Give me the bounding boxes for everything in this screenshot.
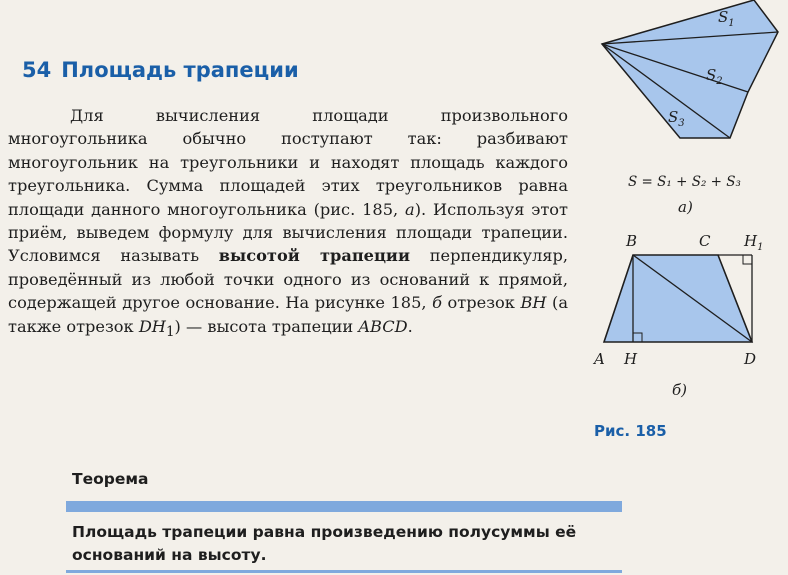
label-h: H — [624, 350, 638, 368]
term-height-trapezoid: высотой трапеции — [218, 246, 410, 266]
figure-caption: Рис. 185 — [594, 422, 667, 440]
trapezoid-shape — [604, 255, 752, 342]
label-s1: $S_1$ — [718, 8, 735, 29]
theorem-statement: Площадь трапеции равна произведению полусуммы её оснований на высоту. — [72, 523, 577, 564]
segment-dh1-subscript: 1 — [165, 323, 175, 340]
polygon-shape — [602, 0, 778, 138]
figure-a-polygon — [602, 0, 778, 138]
figure-b-trapezoid — [604, 255, 752, 342]
label-d: D — [744, 350, 757, 368]
paragraph-text-1: Для вычисления площади произвольного многоугольника обычно поступают так: разбивают многоугольник на треугольники и находят площадь каждого треугольника. Сумма площадей этих треугольников равна площади данного многоугольника (рис. 185, — [8, 106, 568, 219]
paragraph-text-3: перпендикуляр, проведённый из любой точки одного из оснований к прямой, содержащей другое основание. На рисунке 185, — [8, 246, 569, 313]
theorem-title: Теорема — [72, 470, 149, 488]
figure-b-tag: б) — [672, 381, 688, 399]
trapezoid-name: ABCD — [358, 316, 408, 336]
theorem-divider — [66, 501, 622, 512]
figure-ref-b: б — [432, 293, 442, 313]
figure-ref-a: а — [405, 199, 415, 219]
paragraph-text-7: . — [407, 316, 413, 336]
segment-bh: BH — [520, 293, 547, 313]
label-s2: $S_2$ — [706, 66, 723, 87]
label-s3: $S_3$ — [668, 108, 685, 129]
segment-dh1: DH — [138, 316, 166, 336]
section-title: Площадь трапеции — [61, 58, 299, 82]
theorem-bottom-rule — [66, 570, 622, 573]
paragraph-text-2: ). Используя этот приём, выведем формулу для вычисления площади трапеции. Условимся называть — [8, 199, 568, 266]
figure-a-tag: а) — [678, 198, 693, 216]
paragraph-text-6: ) — высота трапеции — [174, 316, 359, 336]
label-b: B — [626, 232, 638, 250]
right-angle-h1 — [743, 255, 752, 264]
paragraph-text-4: отрезок — [442, 293, 521, 313]
section-number: 54 — [22, 58, 52, 82]
area-formula: S = S₁ + S₂ + S₃ — [628, 174, 741, 190]
label-a: A — [594, 350, 605, 368]
label-c: C — [699, 232, 711, 250]
label-h1: $H_1$ — [744, 232, 764, 253]
paragraph-text-5: (а также отрезок — [8, 293, 568, 336]
